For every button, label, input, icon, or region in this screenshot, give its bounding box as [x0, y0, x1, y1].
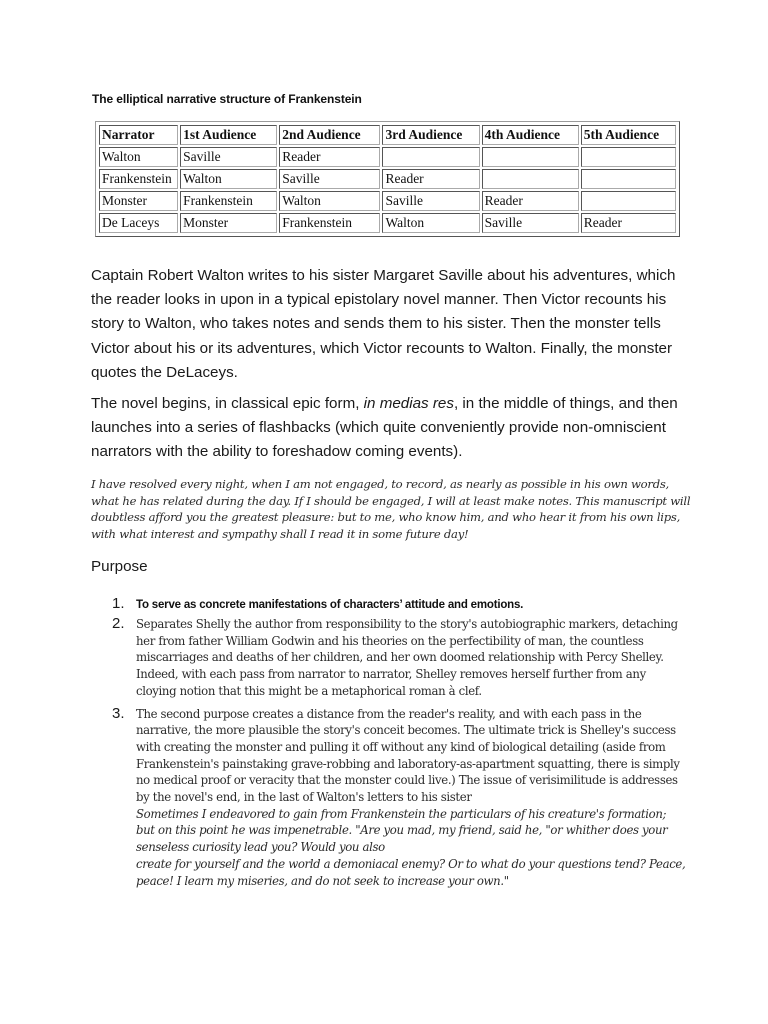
- table-cell: Walton: [279, 191, 380, 211]
- embedded-quote-line: create for yourself and the world a demoniacal enemy? Or to what do your questions tend? Peace, peace! I learn my miseries, and do not seek to increase your own.": [136, 856, 686, 888]
- list-item-content: [136, 706, 688, 890]
- document-title: The elliptical narrative structure of Frankenstein: [92, 92, 362, 106]
- table-row: [99, 169, 676, 189]
- table-cell: Walton: [382, 213, 479, 233]
- paragraph-text: , in the middle of things, and then launches into a series of flashbacks (which quite conveniently provide non-omniscient narrators with the ability to foreshadow coming events).: [91, 395, 678, 461]
- table-cell: [581, 191, 676, 211]
- table-cell: Walton: [180, 169, 277, 189]
- paragraph-in-medias-res: [91, 392, 691, 465]
- embedded-quote-line: Sometimes I endeavored to gain from Frankenstein the particulars of his creature's formation; but on this point he was impenetrable. "Are you mad, my friend, said he, "or whither does your senseless curiosity lead you? Would you also: [136, 806, 668, 855]
- table-row: [99, 147, 676, 167]
- paragraph-narrative-overview: Captain Robert Walton writes to his sister Margaret Saville about his adventures, which the reader looks in upon in a typical epistolary novel manner. Then Victor recounts his story to Walton, who takes notes and sends them to his sister. Then the monster tells Victor about his or its adventures, which Victor recounts to Walton. Finally, the monster quotes the DeLaceys.: [91, 267, 676, 381]
- table-cell: Monster: [99, 191, 178, 211]
- narrative-structure-table-frame: [95, 121, 680, 237]
- emphasis-in-medias-res: in medias res: [363, 395, 454, 412]
- header-5th-audience: 5th Audience: [581, 125, 676, 145]
- list-number: 3.: [112, 704, 125, 722]
- table-cell: [482, 169, 579, 189]
- header-3rd-audience: 3rd Audience: [382, 125, 479, 145]
- section-heading-purpose: Purpose: [91, 558, 148, 575]
- table-cell: Walton: [99, 147, 178, 167]
- table-cell: Reader: [581, 213, 676, 233]
- table-cell: Frankenstein: [99, 169, 178, 189]
- table-cell: Saville: [279, 169, 380, 189]
- list-item-text: The second purpose creates a distance from the reader's reality, and with each pass in the narrative, the more plausible the story's conceit becomes. The ultimate trick is Shelley's success with creating the monster and pulling it off without any kind of biological detailing (aside from Frankenstein's painstaking grave-robbing and laboratory-as-apartment squatting, there is simply no medical proof or veracity that the monster could live.) The issue of verisimilitude is addresses by the novel's end, in the last of Walton's letters to his sister: [136, 706, 680, 805]
- table-header-row: [99, 125, 676, 145]
- table-row: [99, 191, 676, 211]
- list-number: 2.: [112, 615, 125, 632]
- table-cell: Saville: [180, 147, 277, 167]
- purpose-list: [108, 596, 688, 889]
- table-cell: Frankenstein: [180, 191, 277, 211]
- paragraph-text: The novel begins, in classical epic form,: [91, 395, 364, 412]
- table-cell: Saville: [382, 191, 479, 211]
- list-item: [108, 706, 688, 890]
- header-1st-audience: 1st Audience: [180, 125, 277, 145]
- table-cell: Frankenstein: [279, 213, 380, 233]
- table-cell: Reader: [382, 169, 479, 189]
- table-cell: De Laceys: [99, 213, 178, 233]
- block-quote-walton: I have resolved every night, when I am not engaged, to record, as nearly as possible in his own words, what he has related during the day. If I should be engaged, I will at least make notes. This manuscript will doubtless afford you the greatest pleasure: but to me, who know him, and who hear it from his own lips, with what interest and sympathy shall I read it in some future day!: [91, 477, 691, 541]
- table-cell: Reader: [482, 191, 579, 211]
- list-item: [108, 596, 688, 614]
- table-cell: [482, 147, 579, 167]
- table-row: [99, 213, 676, 233]
- list-number: 1.: [112, 595, 125, 612]
- header-narrator: Narrator: [99, 125, 178, 145]
- list-item-text: Separates Shelly the author from responsibility to the story's autobiographic markers, detaching her from father William Godwin and his theories on the perfectibility of man, the countless miscarriages and deaths of her children, and her own doomed relationship with Percy Shelley. Indeed, with each pass from narrator to narrator, Shelley removes herself further from any cloying notion that this might be a metaphorical roman à clef.: [136, 617, 678, 698]
- table-cell: Reader: [279, 147, 380, 167]
- table-cell: [581, 147, 676, 167]
- narrative-structure-table: [97, 123, 678, 235]
- list-item: [108, 616, 688, 700]
- table-cell: [382, 147, 479, 167]
- table-cell: Saville: [482, 213, 579, 233]
- table-cell: [581, 169, 676, 189]
- table-cell: Monster: [180, 213, 277, 233]
- header-4th-audience: 4th Audience: [482, 125, 579, 145]
- list-item-text: To serve as concrete manifestations of characters’ attitude and emotions.: [136, 599, 524, 611]
- header-2nd-audience: 2nd Audience: [279, 125, 380, 145]
